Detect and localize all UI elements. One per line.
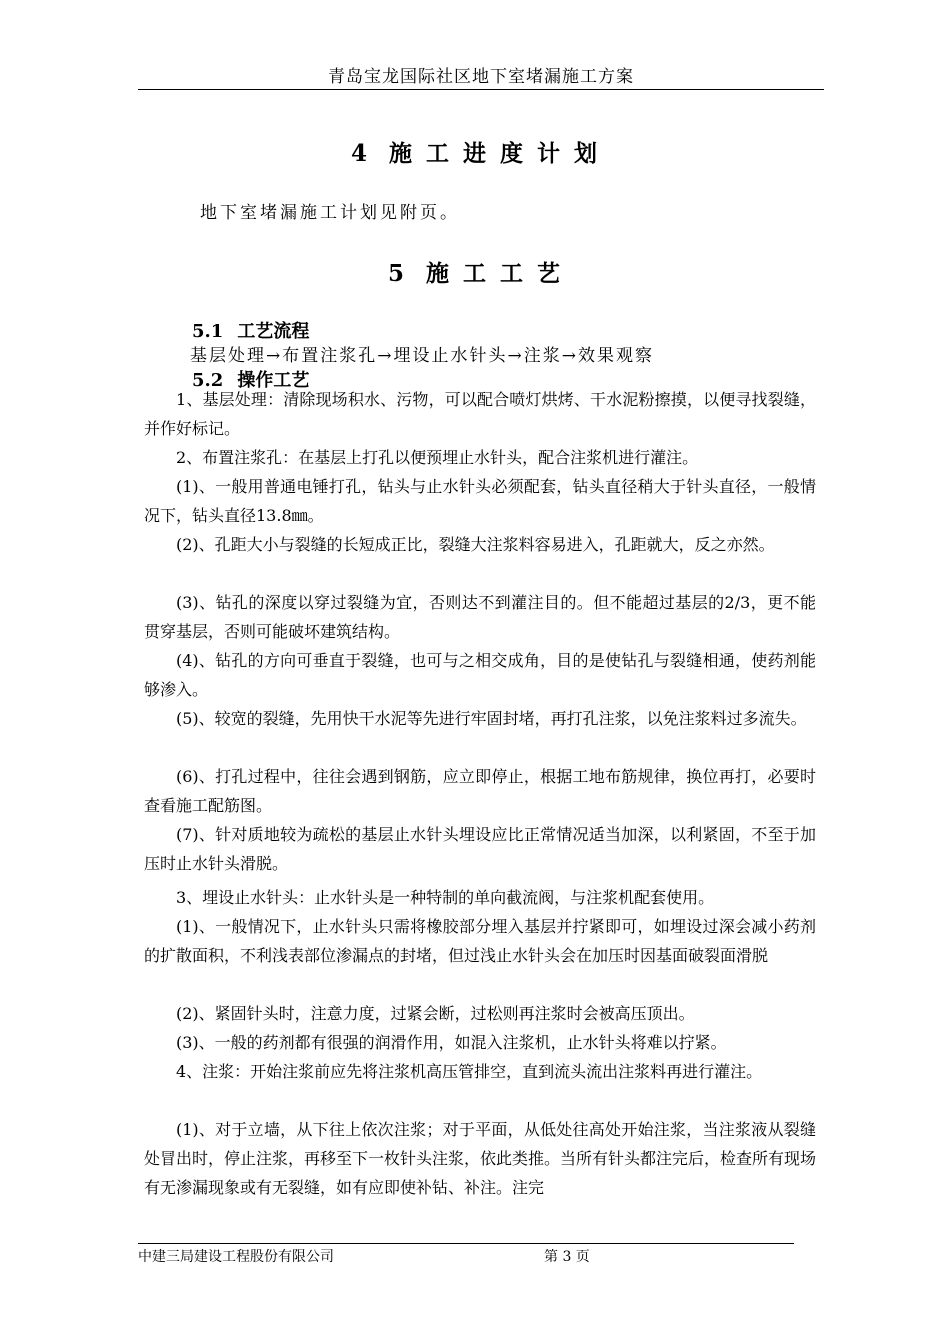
- footer-page-number: 第 3 页: [544, 1249, 590, 1265]
- paragraph: (4)、钻孔的方向可垂直于裂缝，也可与之相交成角，目的是使钻孔与裂缝相通，使药剂能够渗入。: [144, 651, 816, 699]
- paragraph: (1)、一般用普通电锤打孔，钻头与止水针头必须配套，钻头直径稍大于针头直径，一般情况下，钻头直径13.8㎜。: [144, 477, 816, 525]
- paragraph: 4、注浆：开始注浆前应先将注浆机高压管排空，直到流头流出注浆料再进行灌注。: [176, 1062, 763, 1081]
- section-4-title: 施工进度计划: [389, 140, 611, 167]
- section-5-title: 施工工艺: [426, 260, 574, 287]
- subsection-5-2-number: 5.2: [192, 370, 224, 391]
- footer-company: 中建三局建设工程股份有限公司: [138, 1249, 334, 1265]
- paragraph: 1、基层处理：清除现场积水、污物，可以配合喷灯烘烤、干水泥粉擦摸，以便寻找裂缝，并作好标记。: [144, 390, 816, 438]
- paragraph: 2、布置注浆孔：在基层上打孔以便预埋止水针头，配合注浆机进行灌注。: [176, 448, 699, 467]
- section-5-number: 5: [387, 260, 404, 287]
- paragraph: 3、埋设止水针头：止水针头是一种特制的单向截流阀，与注浆机配套使用。: [176, 888, 715, 907]
- paragraph: (2)、孔距大小与裂缝的长短成正比，裂缝大注浆料容易进入，孔距就大，反之亦然。: [176, 535, 775, 554]
- section-5-heading: [138, 255, 824, 288]
- paragraph: (2)、紧固针头时，注意力度，过紧会断，过松则再注浆时会被高压顶出。: [176, 1004, 695, 1023]
- section-4-number: 4: [350, 140, 367, 167]
- paragraph: (3)、一般的药剂都有很强的润滑作用，如混入注浆机，止水针头将难以拧紧。: [176, 1033, 727, 1052]
- header-divider: [138, 89, 824, 90]
- paragraph: (7)、针对质地较为疏松的基层止水针头埋设应比正常情况适当加深，以利紧固，不至于加压时止水针头滑脱。: [144, 825, 816, 873]
- paragraph: (5)、较宽的裂缝，先用快干水泥等先进行牢固封堵，再打孔注浆，以免注浆料过多流失。: [176, 709, 807, 728]
- subsection-5-1-title: 工艺流程: [237, 321, 310, 342]
- process-flow: 基层处理→布置注浆孔→埋设止水针头→注浆→效果观察: [190, 346, 654, 366]
- subsection-5-2-title: 操作工艺: [237, 370, 310, 391]
- paragraph: (3)、钻孔的深度以穿过裂缝为宜，否则达不到灌注目的。但不能超过基层的2/3，更不能贯穿基层，否则可能破坏建筑结构。: [144, 593, 816, 641]
- paragraph: (1)、对于立墙，从下往上依次注浆；对于平面，从低处往高处开始注浆，当注浆液从裂缝处冒出时，停止注浆，再移至下一枚针头注浆，依此类推。当所有针头都注完后，检查所有现场有无渗漏现象或有无裂缝，如有应即使补钻、补注。注完: [144, 1120, 817, 1197]
- section-4-heading: [138, 135, 824, 168]
- section-4-text: 地下室堵漏施工计划见附页。: [200, 203, 460, 223]
- footer-divider: [138, 1243, 794, 1244]
- paragraph: (1)、一般情况下，止水针头只需将橡胶部分埋入基层并拧紧即可，如埋设过深会减小药剂的扩散面积，不利浅表部位渗漏点的封堵，但过浅止水针头会在加压时因基面破裂面滑脱: [144, 917, 816, 965]
- paragraph: (6)、打孔过程中，往往会遇到钢筋，应立即停止，根据工地布筋规律，换位再打，必要时查看施工配筋图。: [144, 767, 816, 815]
- subsection-5-1-number: 5.1: [192, 321, 224, 342]
- page-header-title: 青岛宝龙国际社区地下室堵漏施工方案: [328, 67, 634, 87]
- subsection-5-1-heading: [192, 317, 309, 343]
